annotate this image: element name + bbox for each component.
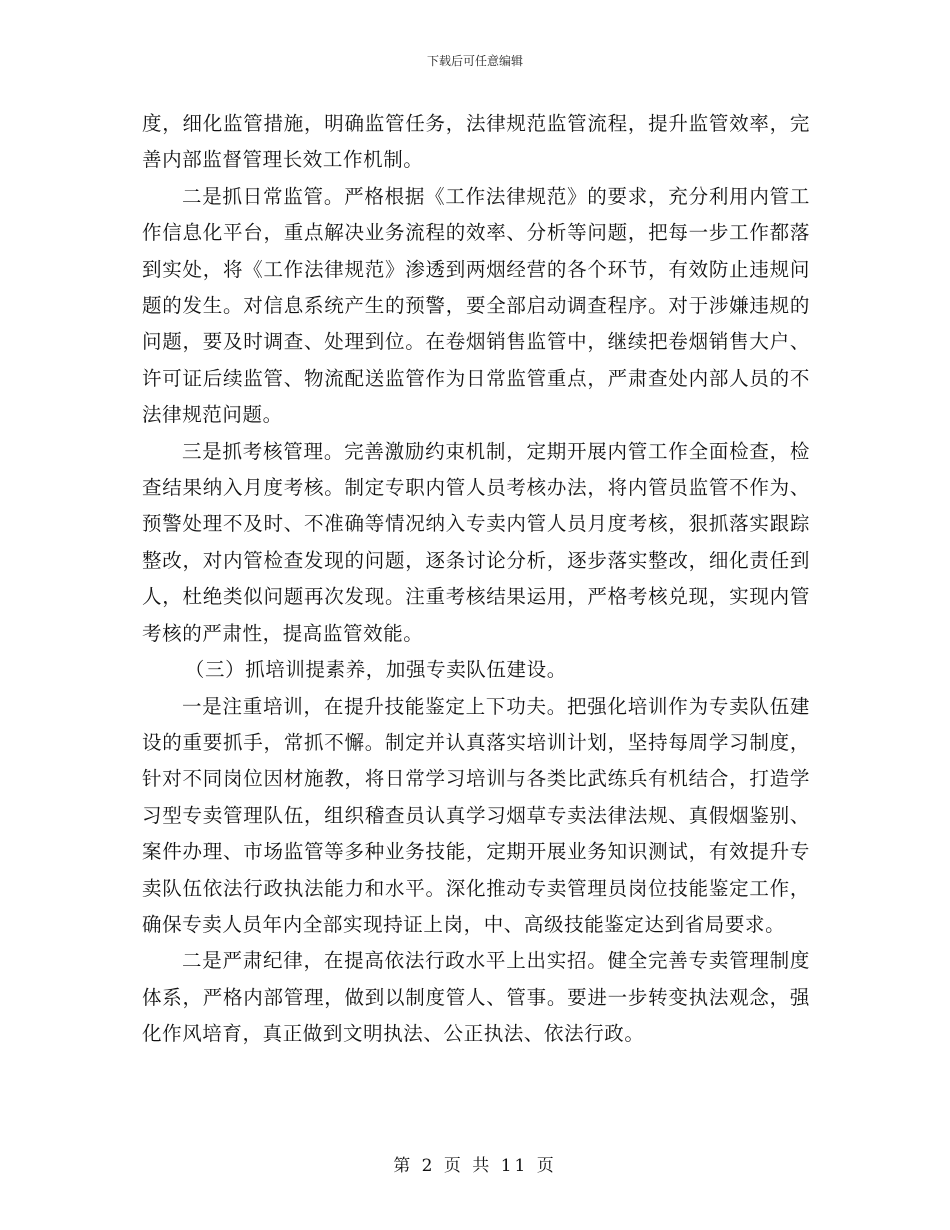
paragraph-daily-supervision: 二是抓日常监管。严格根据《工作法律规范》的要求，充分利用内管工作信息化平台，重点解决业务流程的效率、分析等问题，把每一步工作都落到实处，将《工作法律规范》渗透到两烟经营的各个环节，有效防止违规问题的发生。对信息系统产生的预警，要全部启动调查程序。对于涉嫌违规的问题，要及时调查、处理到位。在卷烟销售监管中，继续把卷烟销售大户、许可证后续监管、物流配送监管作为日常监管重点，严肃查处内部人员的不法律规范问题。 bbox=[142, 184, 810, 427]
page-header: 下载后可任意编辑 bbox=[426, 54, 523, 68]
paragraph-discipline: 二是严肃纪律，在提高依法行政水平上出实招。健全完善专卖管理制度体系，严格内部管理，做到以制度管人、管事。要进一步转变执法观念，强化作风培育，真正做到文明执法、公正执法、依法行政。 bbox=[142, 949, 810, 1046]
document-body bbox=[142, 106, 810, 1053]
section-heading-training: （三）抓培训提素养，加强专卖队伍建设。 bbox=[184, 658, 567, 682]
page-number-footer: 第 2 页 共 11 页 bbox=[393, 1156, 557, 1176]
paragraph-assessment-management: 三是抓考核管理。完善激励约束机制，定期开展内管工作全面检查，检查结果纳入月度考核。制定专职内管人员考核办法，将内管员监管不作为、预警处理不及时、不准确等情况纳入专卖内管人员月度考核，狠抓落实跟踪整改，对内管检查发现的问题，逐条讨论分析，逐步落实整改，细化责任到人，杜绝类似问题再次发现。注重考核结果运用，严格考核兑现，实现内管考核的严肃性，提高监管效能。 bbox=[142, 439, 810, 645]
paragraph-continuation: 度，细化监管措施，明确监管任务，法律规范监管流程，提升监管效率，完善内部监督管理长效工作机制。 bbox=[142, 112, 810, 172]
paragraph-training: 一是注重培训，在提升技能鉴定上下功夫。把强化培训作为专卖队伍建设的重要抓手，常抓不懈。制定并认真落实培训计划，坚持每周学习制度，针对不同岗位因材施教，将日常学习培训与各类比武练兵有机结合，打造学习型专卖管理队伍，组织稽查员认真学习烟草专卖法律法规、真假烟鉴别、案件办理、市场监管等多种业务技能，定期开展业务知识测试，有效提升专卖队伍依法行政执法能力和水平。深化推动专卖管理员岗位技能鉴定工作，确保专卖人员年内全部实现持证上岗，中、高级技能鉴定达到省局要求。 bbox=[142, 694, 810, 936]
